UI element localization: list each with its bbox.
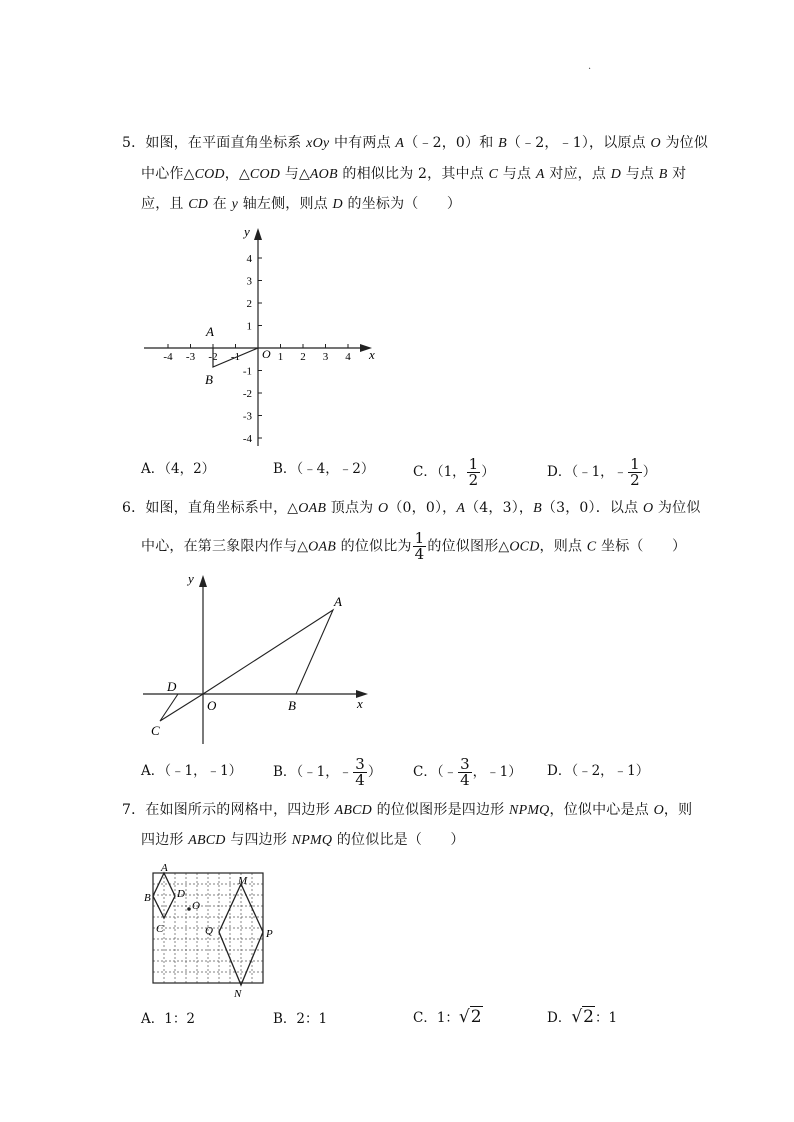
q6-y-label: y <box>188 571 194 586</box>
q5-x-tick-label: -1 <box>230 351 241 363</box>
q5-y-tick-label: -2 <box>242 388 252 400</box>
q7-label-C: C <box>156 923 164 935</box>
q5-option-c[interactable]: C．（1， $\frac{1}{2}$ ） <box>413 455 495 489</box>
q5-y-tick-label: 2 <box>246 298 252 310</box>
q7-option-c[interactable]: C．1：√2 <box>413 1007 482 1027</box>
q5-x-tick-label: 3 <box>322 351 329 363</box>
q7-label-D: D <box>177 888 185 900</box>
q7-option-a[interactable]: A．1：2 <box>141 1011 195 1027</box>
q7-option-c-sqrt: √2 <box>458 1007 482 1027</box>
q5-y-tick-label: 3 <box>246 275 252 288</box>
q6-label-A: A <box>334 594 342 609</box>
q5-line-2: 中心作△COD，△COD 与△AOB 的相似比为 2，其中点 C 与点 A 对应，点 D 与点 B 对 <box>141 166 687 182</box>
q7-line-1: 7．在如图所示的网格中，四边形 ABCD 的位似图形是四边形 NPMQ，位似中心是点 O，则 <box>122 802 693 818</box>
q5-y-tick-label: 1 <box>246 320 252 333</box>
q5-y-tick-label: -1 <box>242 365 252 378</box>
q5-number: 5． <box>122 135 146 151</box>
q5-line-1: 5．如图，在平面直角坐标系 xOy 中有两点 A（﹣2，0）和 B（﹣2，﹣1），以原点 O 为位似 <box>122 135 709 151</box>
q6-x-label: x <box>357 696 363 711</box>
q6-option-c-fraction: $\frac{3}{4}$ <box>460 755 470 789</box>
q6-label-C: C <box>151 723 160 738</box>
q5-option-c-fraction: $\frac{1}{2}$ <box>468 455 479 489</box>
q6-line-1: 6．如图，直角坐标系中，△OAB 顶点为 O（0，0），A（4，3），B（3，0）．以点 O 为位似 <box>122 500 701 516</box>
q5-y-label: y <box>244 224 250 239</box>
q5-option-d-fraction: $\frac{1}{2}$ <box>630 455 640 489</box>
q5-y-tick-label: -4 <box>242 433 252 445</box>
q5-line-3: 应，且 CD 在 y 轴左侧，则点 D 的坐标为（ ） <box>141 196 462 212</box>
q5-y-tick-label: 4 <box>246 253 252 265</box>
q5-x-tick-label: -4 <box>163 351 173 363</box>
q7-quad-ABCD <box>153 873 175 918</box>
q5-option-a[interactable]: A．（4，2） <box>141 461 216 477</box>
q5-x-tick-label: 1 <box>277 351 284 363</box>
q6-number: 6． <box>122 500 146 516</box>
q6-option-c[interactable]: C．（﹣ $\frac{3}{4}$ ，﹣1） <box>413 755 522 789</box>
q7-label-Q: Q <box>205 925 213 937</box>
q5-option-d[interactable]: D．（﹣1，﹣ $\frac{1}{2}$ ） <box>547 455 657 489</box>
q6-option-b[interactable]: B．（﹣1，﹣ $\frac{3}{4}$ ） <box>273 755 382 789</box>
q5-label-A: A <box>206 324 214 339</box>
q6-option-b-fraction: $\frac{3}{4}$ <box>355 755 365 789</box>
q5-option-b[interactable]: B．（﹣4，﹣2） <box>273 461 375 477</box>
q5-x-tick-label: -3 <box>185 351 196 363</box>
q7-label-P: P <box>266 928 273 940</box>
q7-label-N: N <box>234 988 242 1000</box>
q6-label-B: B <box>288 698 296 713</box>
q7-option-d[interactable]: D．√2：1 <box>547 1007 618 1027</box>
q5-x-tick-label: 2 <box>300 351 306 363</box>
q7-option-d-sqrt: √2 <box>571 1007 594 1027</box>
q7-line-2: 四边形 ABCD 与四边形 NPMQ 的位似比是（ ） <box>141 832 465 848</box>
q7-label-A: A <box>161 862 168 874</box>
q5-origin-label: O <box>262 347 271 361</box>
q5-x-tick-label: 4 <box>345 351 351 363</box>
q5-y-tick-label: -3 <box>242 410 252 423</box>
q6-option-d[interactable]: D．（﹣2，﹣1） <box>547 763 650 779</box>
q5-x-tick-label: -2 <box>208 351 218 363</box>
q6-line-2: 中心，在第三象限内作与△OAB 的位似比为 $\frac{1}{4}$ 的位似图形△OCD，则点 C 坐标（ ） <box>141 529 687 563</box>
page-mark: · <box>588 64 592 75</box>
q6-label-O: O <box>207 698 217 713</box>
q6-option-a[interactable]: A．（﹣1，﹣1） <box>141 763 243 779</box>
q5-x-label: x <box>369 347 375 362</box>
q7-option-b[interactable]: B．2：1 <box>273 1011 328 1027</box>
q7-label-M: M <box>238 875 248 887</box>
q7-label-B: B <box>144 892 151 904</box>
q7-label-O: O <box>192 900 200 912</box>
q6-ratio-fraction: $\frac{1}{4}$ <box>414 529 425 563</box>
q5-label-B: B <box>205 372 213 387</box>
q7-number: 7． <box>122 802 146 818</box>
q6-label-D: D <box>167 679 177 694</box>
q7-center-O <box>187 907 191 911</box>
